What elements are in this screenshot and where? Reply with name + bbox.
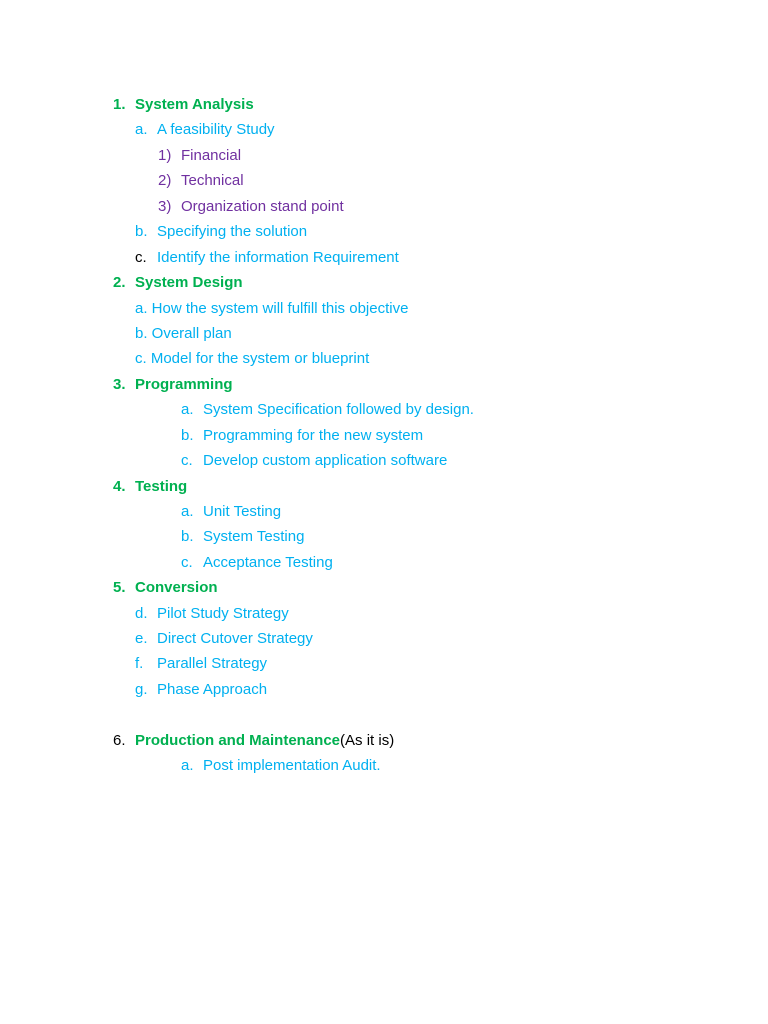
item-text: a. How the system will fulfill this objective	[135, 300, 409, 317]
item-text: Acceptance Testing	[203, 554, 333, 571]
item-text: Pilot Study Strategy	[157, 605, 289, 622]
item-marker: e.	[135, 630, 148, 647]
section-number: 3.	[113, 376, 126, 393]
item-text: Technical	[181, 172, 244, 189]
item-text: System Specification followed by design.	[203, 401, 474, 418]
section-title-group	[135, 732, 394, 750]
section-title: Programming	[135, 376, 233, 393]
item-marker: 1)	[158, 147, 172, 164]
item-marker: c.	[181, 554, 193, 571]
item-marker: b.	[181, 427, 194, 444]
item-marker: f.	[135, 655, 144, 672]
item-marker: g.	[135, 681, 148, 698]
section-title: System Analysis	[135, 96, 254, 113]
item-marker: d.	[135, 605, 148, 622]
item-text: Phase Approach	[157, 681, 268, 698]
item-text: Direct Cutover Strategy	[157, 630, 313, 647]
item-text: Programming for the new system	[203, 427, 424, 444]
section-number: 4.	[113, 478, 126, 495]
section-number: 1.	[113, 96, 126, 113]
item-marker: a.	[181, 503, 194, 520]
item-text: c. Model for the system or blueprint	[135, 350, 370, 367]
item-text: Identify the information Requirement	[157, 249, 399, 266]
item-marker: c.	[181, 452, 193, 469]
item-text: Parallel Strategy	[157, 655, 268, 672]
item-text: b. Overall plan	[135, 325, 232, 342]
item-text: Specifying the solution	[157, 223, 308, 240]
section-title: Testing	[135, 478, 188, 495]
item-marker: b.	[181, 528, 194, 545]
section-title: Conversion	[135, 579, 218, 596]
section-number: 6.	[113, 732, 126, 749]
item-text: Post implementation Audit.	[203, 757, 381, 774]
section-note: (As it is)	[340, 732, 395, 749]
section-number: 2.	[113, 274, 126, 291]
item-marker: b.	[135, 223, 148, 240]
item-marker: a.	[181, 757, 194, 774]
section-title: System Design	[135, 274, 243, 291]
item-text: Financial	[181, 147, 242, 164]
item-marker: 2)	[158, 172, 172, 189]
item-text: Unit Testing	[203, 503, 282, 520]
item-text: Develop custom application software	[203, 452, 448, 469]
section-number: 5.	[113, 579, 126, 596]
item-text: System Testing	[203, 528, 305, 545]
item-text: Organization stand point	[181, 198, 344, 215]
item-marker: 3)	[158, 198, 172, 215]
item-marker: a.	[135, 121, 148, 138]
section-title: Production and Maintenance	[135, 732, 341, 749]
item-marker: c.	[135, 249, 147, 266]
item-text: A feasibility Study	[157, 121, 275, 138]
item-marker: a.	[181, 401, 194, 418]
